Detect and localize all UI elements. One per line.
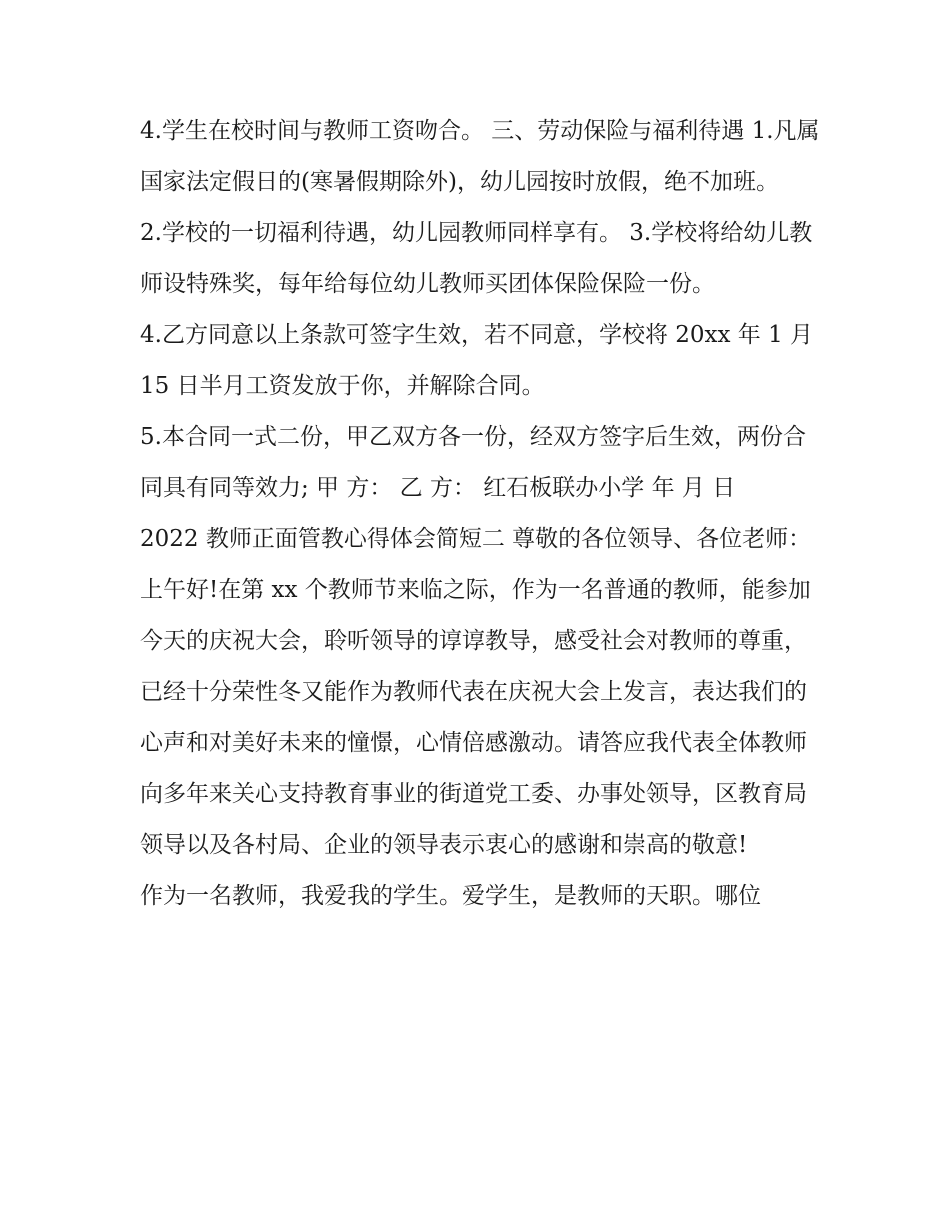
paragraph-holiday-terms: 4.学生在校时间与教师工资吻合。 三、劳动保险与福利待遇 1.凡属国家法定假日的(寒暑假期除外)，幼儿园按时放假，绝不加班。 xyxy=(140,118,820,195)
paragraph-section-heading: 2022 教师正面管教心得体会简短二 尊敬的各位领导、各位老师： xyxy=(140,526,812,552)
paragraph-welfare-terms: 2.学校的一切福利待遇，幼儿园教师同样享有。 3.学校将给幼儿教师设特殊奖，每年给每位幼儿教师买团体保险保险一份。 xyxy=(140,220,813,297)
paragraph-speech-continued: 作为一名教师，我爱我的学生。爱学生，是教师的天职。哪位 xyxy=(140,883,761,909)
paragraph-speech-opening: 上午好!在第 xx 个教师节来临之际，作为一名普通的教师，能参加今天的庆祝大会，聆听领导的谆谆教导，感受社会对教师的尊重，已经十分荣性冬又能作为教师代表在庆祝大会上发言，表达我们的心声和对美好未来的憧憬，心情倍感激动。请答应我代表全体教师向多年来关心支持教育事业的街道党工委、办事处领导，区教育局领导以及各村局、企业的领导表示衷心的感谢和崇高的敬意! xyxy=(140,577,811,858)
paragraph-contract-signature: 5.本合同一式二份，甲乙双方各一份，经双方签字后生效，两份合同具有同等效力; 甲 方： 乙 方： 红石板联办小学 年 月 日 xyxy=(140,424,806,501)
paragraph-consent-terms: 4.乙方同意以上条款可签字生效，若不同意，学校将 20xx 年 1 月 15 日半月工资发放于你，并解除合同。 xyxy=(140,322,814,399)
document-body xyxy=(140,106,820,922)
